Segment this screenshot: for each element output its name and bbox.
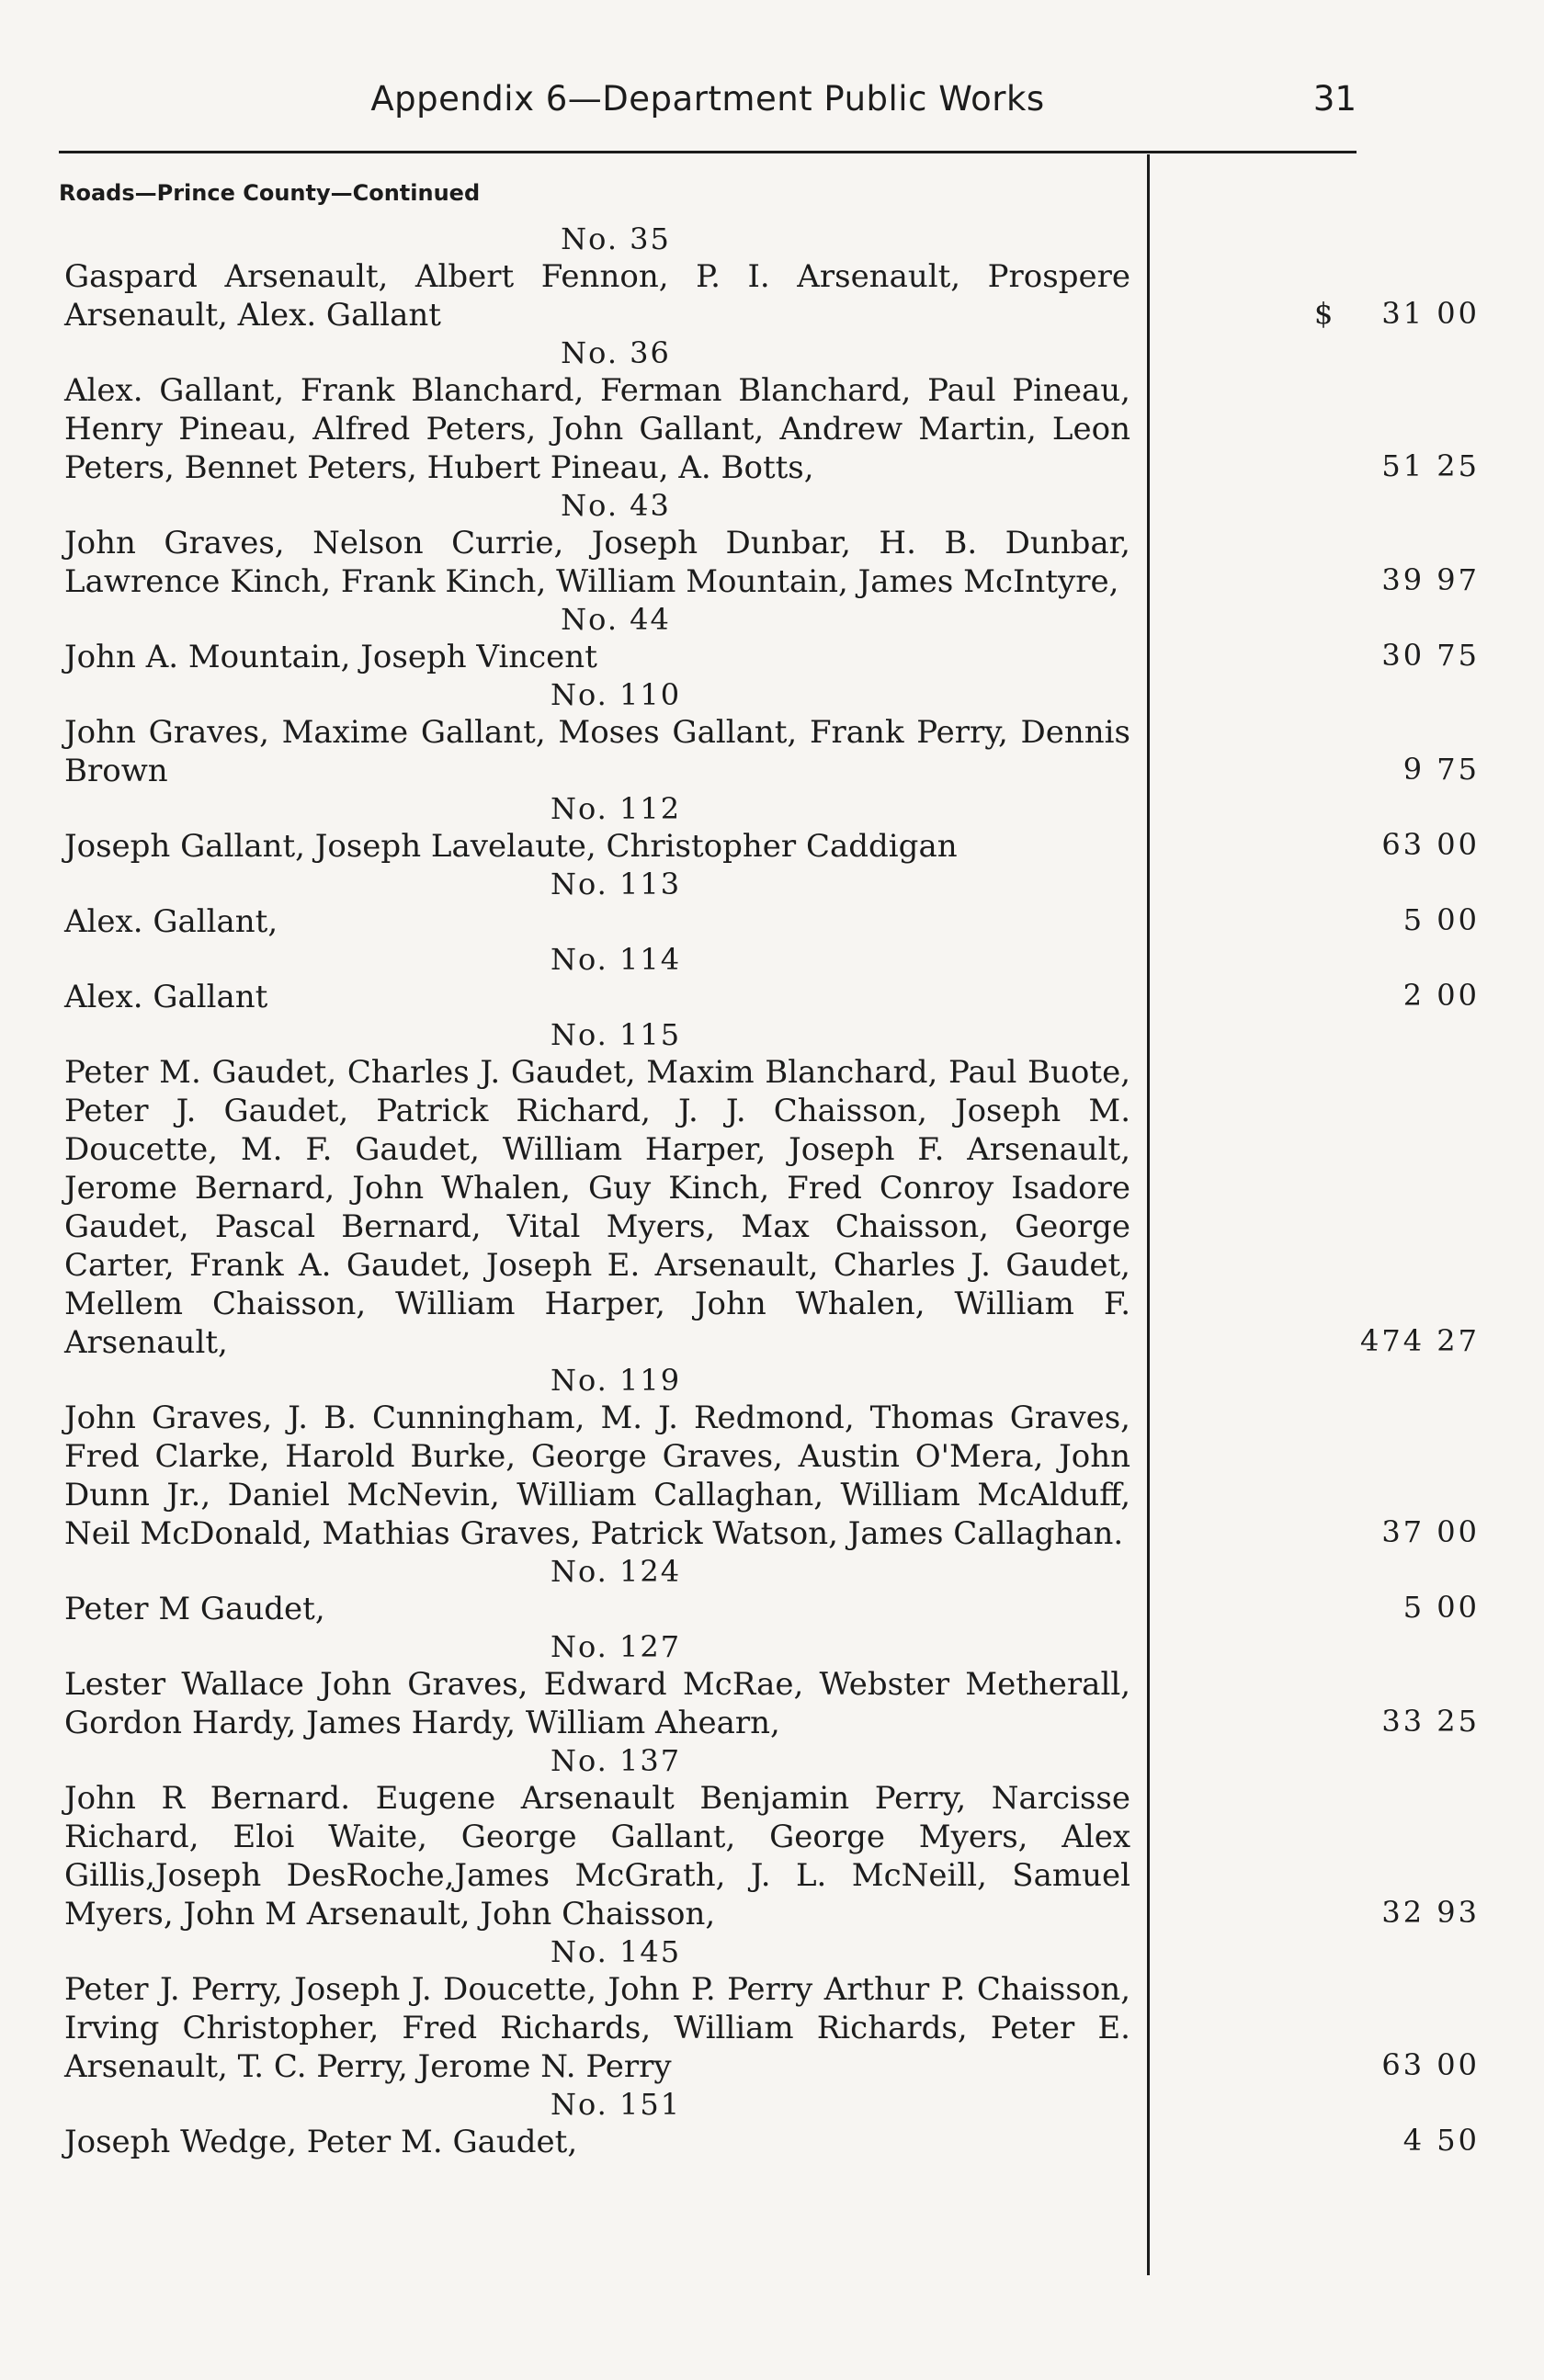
laborer-names: Peter J. Perry, Joseph J. Doucette, John P. Perry Arthur P. Chaisson, Irving Christopher, Fred Richards, William Richards, Peter E. Arsenault, T. C. Perry, Jerome N. Perry [64, 1971, 1130, 2085]
amount-value: 33 25 [1381, 1704, 1480, 1739]
amount [1204, 750, 1516, 788]
laborer-names: John A. Mountain, Joseph Vincent [64, 639, 597, 675]
road-entry [64, 1553, 1480, 1628]
laborer-names: Alex. Gallant, [64, 903, 278, 940]
entries-list [64, 221, 1480, 2161]
amount-value: 474 27 [1360, 1323, 1480, 1358]
laborer-names: Joseph Wedge, Peter M. Gaudet, [64, 2124, 578, 2160]
amount-value: 5 00 [1402, 1590, 1480, 1625]
amount-value: 37 00 [1381, 1514, 1480, 1549]
road-number: No. 110 [550, 677, 682, 712]
amount-value: 9 75 [1402, 752, 1480, 787]
amount [1204, 901, 1516, 939]
amount [1204, 294, 1516, 333]
road-entry [64, 1933, 1480, 2086]
laborer-names: John R Bernard. Eugene Arsenault Benjamin Perry, Narcisse Richard, Eloi Waite, George Gallant, George Myers, Alex Gillis,Joseph DesRoche,James McGrath, J. L. McNeill, Samuel Myers, John M Arsenault, John Chaisson, [64, 1780, 1130, 1932]
amount-value: 32 93 [1381, 1895, 1480, 1930]
road-number: No. 35 [561, 221, 671, 256]
amount-value: 31 00 [1381, 296, 1480, 331]
road-number: No. 112 [550, 791, 682, 826]
road-number: No. 44 [561, 602, 671, 637]
road-entry [64, 1016, 1480, 1362]
road-number: No. 43 [561, 488, 671, 523]
amount-value: 30 75 [1381, 638, 1480, 673]
dollar-sign: $ [1314, 296, 1336, 331]
amount-value: 5 00 [1402, 902, 1480, 937]
laborer-names: Peter M Gaudet, [64, 1591, 325, 1627]
amount-value: 39 97 [1381, 562, 1480, 597]
road-number: No. 127 [550, 1629, 682, 1664]
road-entry [64, 601, 1480, 676]
road-number: No. 113 [550, 867, 682, 901]
amount [1204, 1588, 1516, 1626]
amount [1204, 1702, 1516, 1740]
road-entry [64, 487, 1480, 601]
road-entry [64, 676, 1480, 790]
laborer-names: John Graves, Nelson Currie, Joseph Dunbar, H. B. Dunbar, Lawrence Kinch, Frank Kinch, William Mountain, James McIntyre, [64, 525, 1130, 600]
amount-value: 4 50 [1402, 2123, 1480, 2158]
amount-value: 63 00 [1381, 2047, 1480, 2082]
road-number: No. 119 [550, 1363, 682, 1398]
amount-value: 51 25 [1381, 448, 1480, 483]
amount [1204, 561, 1516, 599]
laborer-names: Gaspard Arsenault, Albert Fennon, P. I. Arsenault, Prospere Arsenault, Alex. Gallant [64, 258, 1130, 334]
road-entry [64, 866, 1480, 941]
road-entry [64, 2086, 1480, 2161]
header-rule [59, 151, 1357, 153]
amount [1204, 636, 1516, 674]
page-title: Appendix 6—Department Public Works [370, 79, 1045, 119]
road-number: No. 124 [550, 1554, 682, 1589]
road-number: No. 151 [550, 2087, 682, 2122]
road-entry [64, 1362, 1480, 1553]
road-entry [64, 1628, 1480, 1742]
road-number: No. 36 [561, 335, 671, 370]
laborer-names: Alex. Gallant, Frank Blanchard, Ferman Blanchard, Paul Pineau, Henry Pineau, Alfred Peters, John Gallant, Andrew Martin, Leon Peters, Bennet Peters, Hubert Pineau, A. Botts, [64, 372, 1130, 486]
column-divider [1147, 154, 1150, 2275]
amount [1204, 976, 1516, 1014]
road-entry [64, 790, 1480, 866]
laborer-names: John Graves, Maxime Gallant, Moses Gallant, Frank Perry, Dennis Brown [64, 714, 1130, 789]
road-entry [64, 941, 1480, 1016]
amount [1204, 1513, 1516, 1551]
road-number: No. 145 [550, 1934, 682, 1969]
road-entry [64, 334, 1480, 487]
laborer-names: Alex. Gallant [64, 979, 268, 1015]
page-header [59, 79, 1357, 134]
laborer-names: Joseph Gallant, Joseph Lavelaute, Christopher Caddigan [64, 828, 958, 865]
laborer-names: Peter M. Gaudet, Charles J. Gaudet, Maxim Blanchard, Paul Buote, Peter J. Gaudet, Patrick Richard, J. J. Chaisson, Joseph M. Doucette, M. F. Gaudet, William Harper, Joseph F. Arsenault, Jerome Bernard, John Whalen, Guy Kinch, Fred Conroy Isadore Gaudet, Pascal Bernard, Vital Myers, Max Chaisson, George Carter, Frank A. Gaudet, Joseph E. Arsenault, Charles J. Gaudet, Mellem Chaisson, William Harper, John Whalen, William F. Arsenault, [64, 1054, 1130, 1361]
road-number: No. 115 [550, 1017, 682, 1052]
page-number: 31 [1312, 79, 1357, 119]
amount [1204, 447, 1516, 485]
amount [1204, 825, 1516, 864]
laborer-names: Lester Wallace John Graves, Edward McRae, Webster Metherall, Gordon Hardy, James Hardy, William Ahearn, [64, 1666, 1130, 1741]
amount [1204, 1321, 1516, 1360]
road-entry [64, 221, 1480, 334]
amount-value: 63 00 [1381, 827, 1480, 862]
amount [1204, 2121, 1516, 2159]
section-heading: Roads—Prince County—Continued [59, 180, 481, 206]
amount [1204, 1893, 1516, 1932]
road-entry [64, 1742, 1480, 1933]
amount-value: 2 00 [1402, 978, 1480, 1013]
road-number: No. 137 [550, 1743, 682, 1778]
amount [1204, 2046, 1516, 2084]
road-number: No. 114 [550, 942, 682, 977]
laborer-names: John Graves, J. B. Cunningham, M. J. Redmond, Thomas Graves, Fred Clarke, Harold Burke, George Graves, Austin O'Mera, John Dunn Jr., Daniel McNevin, William Callaghan, William McAlduff, Neil McDonald, Mathias Graves, Patrick Watson, James Callaghan. [64, 1400, 1130, 1552]
